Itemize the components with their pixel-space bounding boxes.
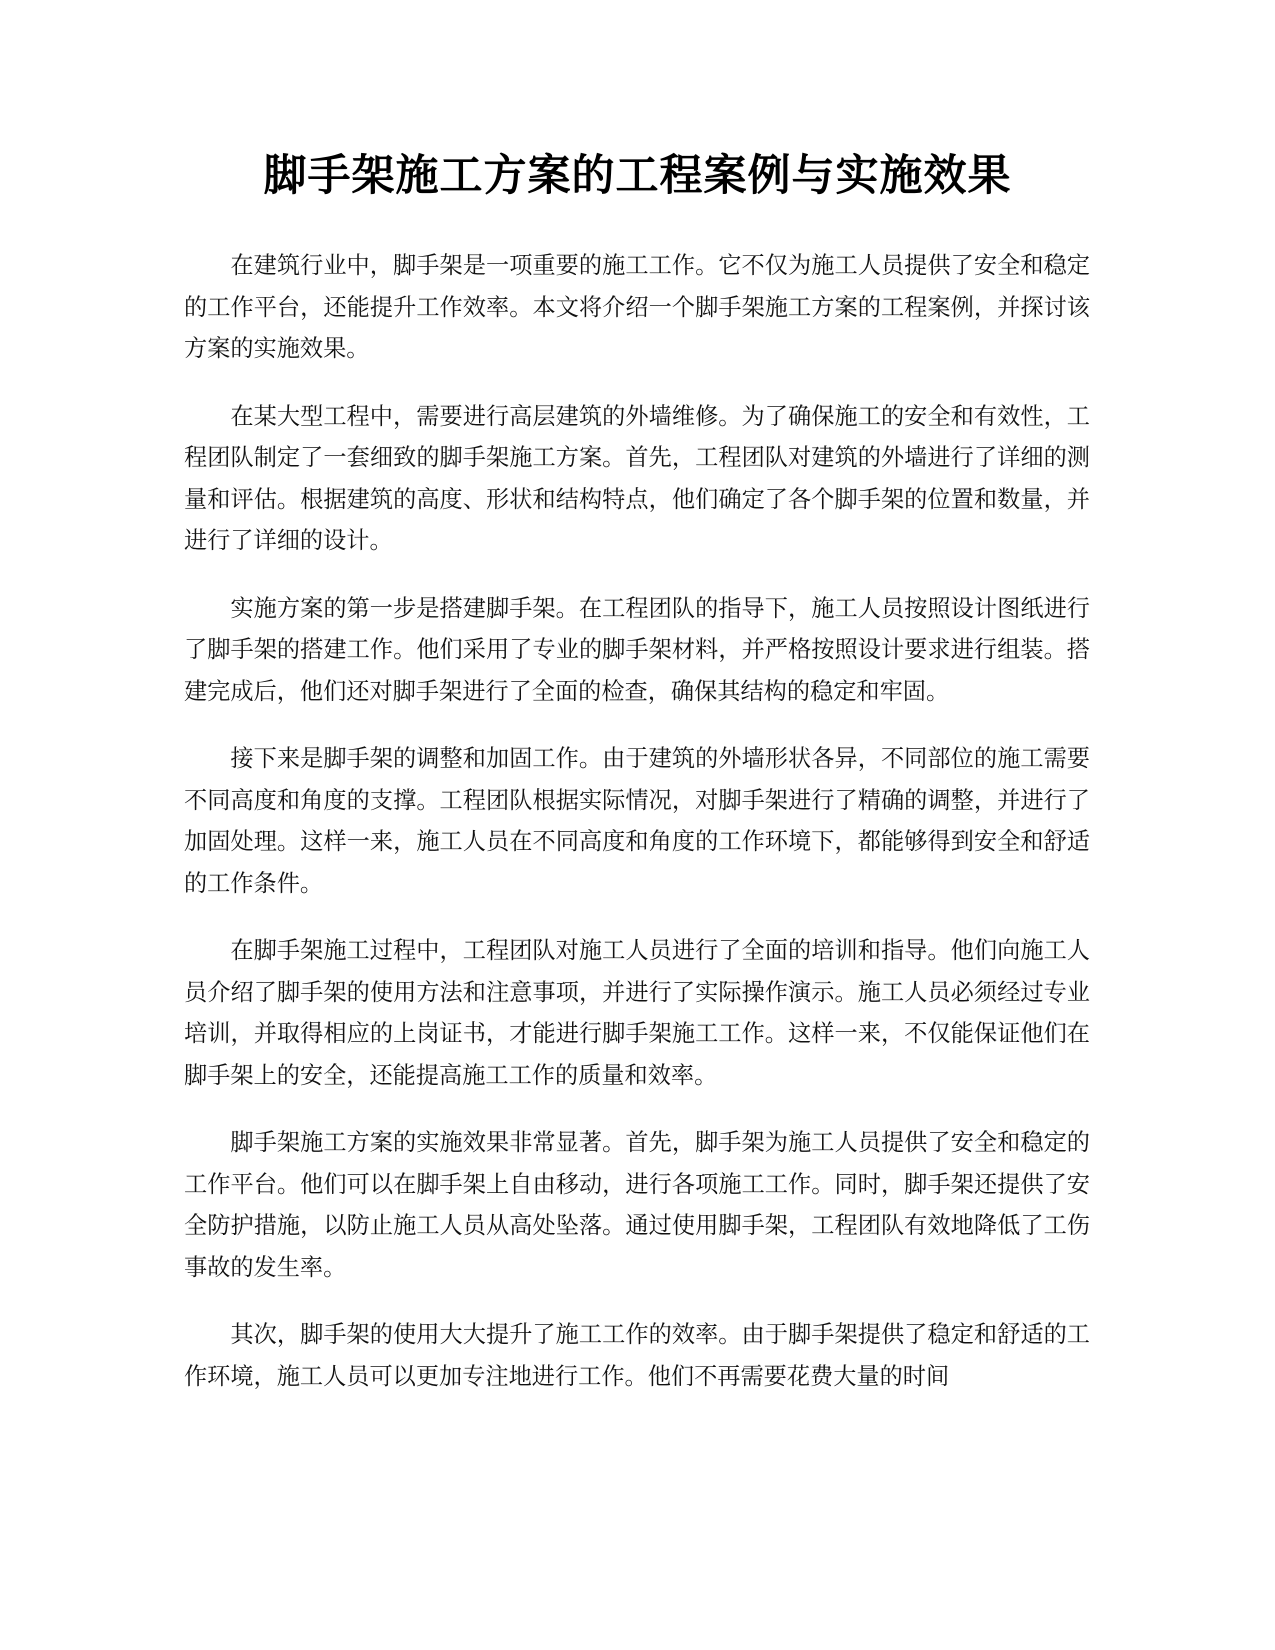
paragraph-1: 在建筑行业中，脚手架是一项重要的施工工作。它不仅为施工人员提供了安全和稳定的工作平台，还能提升工作效率。本文将介绍一个脚手架施工方案的工程案例，并探讨该方案的实施效果。 — [184, 252, 1090, 362]
paragraph-2: 在某大型工程中，需要进行高层建筑的外墙维修。为了确保施工的安全和有效性，工程团队制定了一套细致的脚手架施工方案。首先，工程团队对建筑的外墙进行了详细的测量和评估。根据建筑的高度、形状和结构特点，他们确定了各个脚手架的位置和数量，并进行了详细的设计。 — [184, 402, 1090, 554]
paragraph-7: 其次，脚手架的使用大大提升了施工工作的效率。由于脚手架提供了稳定和舒适的工作环境，施工人员可以更加专注地进行工作。他们不再需要花费大量的时间 — [184, 1321, 1090, 1390]
paragraph-4: 接下来是脚手架的调整和加固工作。由于建筑的外墙形状各异，不同部位的施工需要不同高度和角度的支撑。工程团队根据实际情况，对脚手架进行了精确的调整，并进行了加固处理。这样一来，施工人员在不同高度和角度的工作环境下，都能够得到安全和舒适的工作条件。 — [184, 745, 1090, 897]
document-title: 脚手架施工方案的工程案例与实施效果 — [263, 151, 1012, 201]
paragraph-3: 实施方案的第一步是搭建脚手架。在工程团队的指导下，施工人员按照设计图纸进行了脚手架的搭建工作。他们采用了专业的脚手架材料，并严格按照设计要求进行组装。搭建完成后，他们还对脚手架进行了全面的检查，确保其结构的稳定和牢固。 — [184, 594, 1090, 705]
paragraph-6: 脚手架施工方案的实施效果非常显著。首先，脚手架为施工人员提供了安全和稳定的工作平台。他们可以在脚手架上自由移动，进行各项施工工作。同时，脚手架还提供了安全防护措施，以防止施工人员从高处坠落。通过使用脚手架，工程团队有效地降低了工伤事故的发生率。 — [184, 1129, 1090, 1281]
paragraph-5: 在脚手架施工过程中，工程团队对施工人员进行了全面的培训和指导。他们向施工人员介绍了脚手架的使用方法和注意事项，并进行了实际操作演示。施工人员必须经过专业培训，并取得相应的上岗证书，才能进行脚手架施工工作。这样一来，不仅能保证他们在脚手架上的安全，还能提高施工工作的质量和效率。 — [184, 937, 1090, 1089]
document-body — [184, 245, 1090, 1423]
